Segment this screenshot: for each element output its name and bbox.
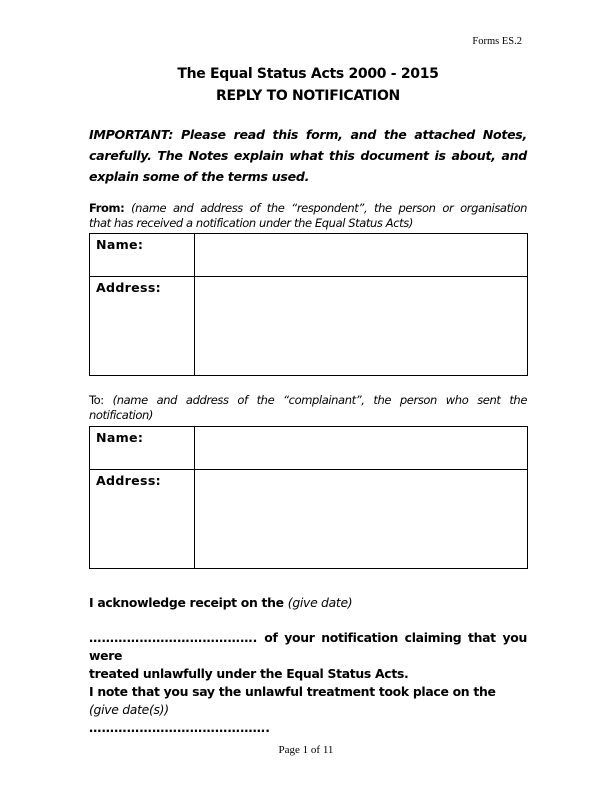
respondent-address-label: Address: (90, 277, 195, 376)
complainant-address-field[interactable] (195, 470, 528, 569)
page-number: Page 1 of 11 (278, 744, 334, 756)
important-line-2: carefully. The Notes explain what this document is about, and (89, 148, 527, 163)
to-instruction-text: (name and address of the “complainant”, the person who sent the (112, 393, 527, 407)
important-line-1: IMPORTANT: Please read this form, and the attached Notes, (89, 127, 527, 142)
to-instruction-text-2: notification) (89, 408, 153, 422)
treated-unlawfully-text: treated unlawfully under the Equal Status Acts. (89, 666, 409, 681)
complainant-name-label: Name: (90, 427, 195, 470)
receipt-date-field[interactable]: …………………………………. (89, 630, 258, 645)
acknowledgement-text: I acknowledge receipt on the (89, 595, 288, 610)
respondent-table (89, 233, 528, 376)
important-notice (89, 124, 527, 187)
acknowledgement-line (89, 594, 527, 612)
give-date-hint: (give date) (287, 595, 353, 610)
respondent-name-label: Name: (90, 234, 195, 277)
from-instruction-text-2: that has received a notification under the Equal Status Acts) (89, 216, 413, 230)
page-subtitle: REPLY TO NOTIFICATION (216, 88, 400, 104)
to-instructions (89, 393, 527, 423)
complainant-name-field[interactable] (195, 427, 528, 470)
acknowledgement-body (89, 629, 527, 737)
from-instructions (89, 201, 527, 231)
page-title: The Equal Status Acts 2000 - 2015 (177, 66, 439, 82)
complainant-address-label: Address: (90, 470, 195, 569)
respondent-address-field[interactable] (195, 277, 528, 376)
respondent-name-field[interactable] (195, 234, 528, 277)
unlawful-treatment-text: I note that you say the unlawful treatment took place on the (89, 684, 496, 699)
complainant-table (89, 426, 528, 569)
important-line-3: explain some of the terms used. (89, 169, 310, 184)
from-label: From: (89, 201, 125, 215)
to-label: To: (89, 393, 104, 407)
from-instruction-text: (name and address of the “respondent”, the person or organisation (131, 201, 527, 215)
notification-claim-text: of your notification claiming that you were (89, 630, 527, 663)
treatment-dates-field[interactable]: ……………………………………. (89, 720, 271, 735)
give-dates-hint: (give date(s)) (89, 702, 169, 717)
form-code: Forms ES.2 (472, 36, 522, 47)
